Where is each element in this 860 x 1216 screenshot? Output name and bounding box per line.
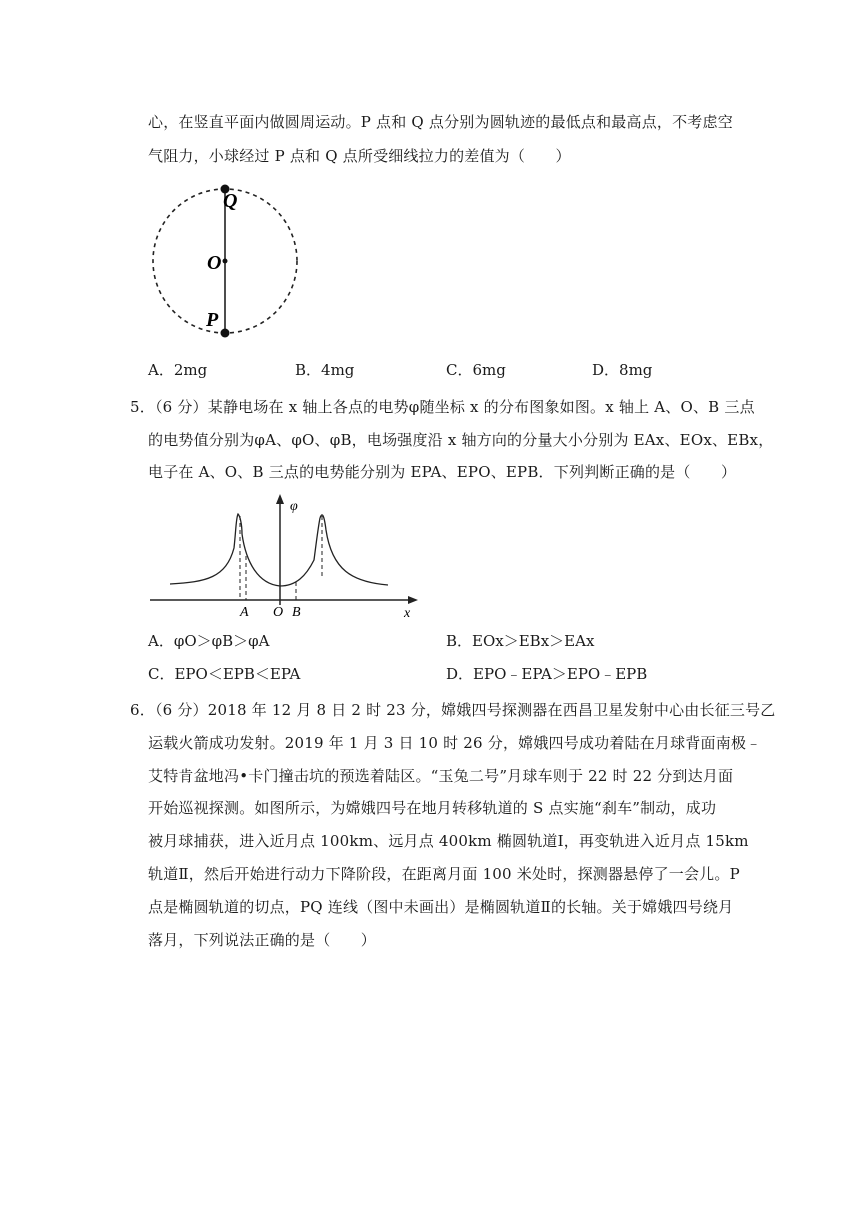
phi-axis-arrow — [276, 494, 284, 504]
label-o2: O — [273, 605, 284, 620]
q5-stem-line-3: 电子在 A、O、B 三点的电势能分别为 EPA、EPO、EPB．下列判断正确的是（ ） — [148, 463, 737, 481]
circle-motion-figure — [140, 178, 310, 346]
q4-option-d[interactable]: D．8mg — [592, 361, 653, 379]
q5-option-b[interactable]: B．EOx＞EBx＞EAx — [446, 632, 595, 650]
potential-graph-figure — [146, 490, 426, 620]
q5-stem-line-1: 5．（6 分）某静电场在 x 轴上各点的电势φ随坐标 x 的分布图象如图。x 轴上 A、O、B 三点 — [130, 398, 755, 416]
potential-curve-left — [170, 514, 242, 584]
q6-stem-line-4: 开始巡视探测。如图所示，为嫦娥四号在地月转移轨道的 S 点实施“刹车”制动，成功 — [148, 799, 717, 817]
point-o-dot — [223, 259, 228, 264]
q4-stem-line-2: 气阻力，小球经过 P 点和 Q 点所受细线拉力的差值为（ ） — [148, 147, 571, 165]
q6-stem-line-8: 落月，下列说法正确的是（ ） — [148, 931, 377, 949]
label-o: O — [207, 252, 222, 274]
label-q: Q — [223, 190, 238, 212]
q6-stem-line-3: 艾特肯盆地冯•卡门撞击坑的预选着陆区。“玉兔二号”月球车则于 22 时 22 分到达月面 — [148, 767, 734, 785]
label-a: A — [240, 605, 249, 620]
q4-option-c[interactable]: C．6mg — [446, 361, 506, 379]
q4-option-a[interactable]: A．2mg — [148, 361, 208, 379]
q6-stem-line-7: 点是椭圆轨道的切点，PQ 连线（图中未画出）是椭圆轨道Ⅱ的长轴。关于嫦娥四号绕月 — [148, 898, 734, 916]
x-axis-arrow — [408, 596, 418, 604]
q6-stem-line-6: 轨道Ⅱ，然后开始进行动力下降阶段，在距离月面 100 米处时，探测器悬停了一会儿。P — [148, 865, 740, 883]
q6-stem-line-2: 运载火箭成功发射。2019 年 1 月 3 日 10 时 26 分，嫦娥四号成功着陆在月球背面南极﹣ — [148, 734, 762, 752]
q5-option-a[interactable]: A．φO＞φB＞φA — [148, 632, 270, 650]
q6-stem-line-1: 6．（6 分）2018 年 12 月 8 日 2 时 23 分，嫦娥四号探测器在西昌卫星发射中心由长征三号乙 — [130, 701, 776, 719]
label-phi: φ — [290, 499, 298, 514]
q6-stem-line-5: 被月球捕获，进入近月点 100km、远月点 400km 椭圆轨道Ⅰ，再变轨进入近月点 15km — [148, 832, 749, 850]
point-p-dot — [221, 329, 230, 338]
potential-curve-right — [320, 515, 388, 585]
q4-option-b[interactable]: B．4mg — [295, 361, 355, 379]
label-x: x — [404, 606, 411, 620]
q5-option-d[interactable]: D．EPO﹣EPA＞EPO﹣EPB — [446, 665, 648, 683]
q5-stem-line-2: 的电势值分别为φA、φO、φB，电场强度沿 x 轴方向的分量大小分别为 EAx、EOx、EBx， — [148, 431, 774, 449]
label-p: P — [206, 309, 219, 331]
q4-stem-line-1: 心，在竖直平面内做圆周运动。P 点和 Q 点分别为圆轨迹的最低点和最高点，不考虑空 — [148, 113, 733, 131]
potential-curve-middle — [242, 518, 320, 586]
q5-option-c[interactable]: C．EPO＜EPB＜EPA — [148, 665, 301, 683]
label-b: B — [292, 605, 301, 620]
